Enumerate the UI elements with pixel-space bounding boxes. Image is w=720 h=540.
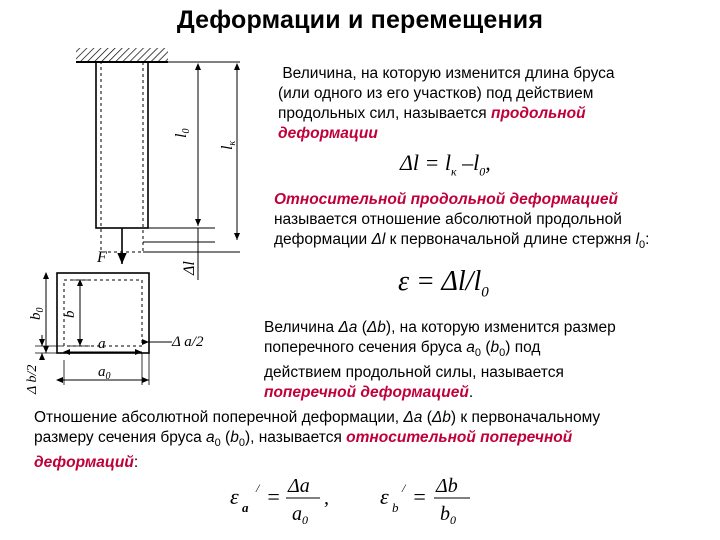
svg-text:,: , bbox=[324, 487, 329, 509]
svg-text:=: = bbox=[412, 484, 427, 509]
bar-deformed bbox=[101, 62, 143, 252]
paragraph-relative-longitudinal: Относительной продольной деформацией называется отношение абсолютной продольной деформации Δl к первоначальной длине стержня $l_0$: bbox=[274, 191, 650, 252]
label-a: a bbox=[98, 336, 106, 352]
label-lk: lк bbox=[219, 140, 238, 150]
svg-text:a: a bbox=[242, 500, 249, 515]
formula-epsilon-a bbox=[228, 470, 348, 530]
svg-text:=: = bbox=[266, 484, 281, 509]
label-b0: $b_0$ bbox=[28, 307, 46, 320]
label-db2: Δ b/2 bbox=[25, 364, 40, 394]
label-F: F bbox=[97, 249, 107, 266]
formula-delta-l: $\Delta l = l_к$ $-l_0$, bbox=[400, 150, 491, 179]
svg-text:b0: $b_0$ bbox=[440, 503, 456, 527]
svg-text:a0: $a_0$ bbox=[292, 503, 308, 527]
label-dl: Δl bbox=[181, 261, 198, 275]
svg-text:b: b bbox=[392, 500, 399, 515]
svg-text:/: / bbox=[402, 481, 406, 495]
svg-text:Δb: Δb bbox=[436, 475, 458, 497]
page-title: Деформации и перемещения bbox=[176, 6, 544, 34]
label-da2: Δ a/2 bbox=[172, 334, 204, 350]
bar-original bbox=[96, 62, 148, 228]
formula-epsilon: $\varepsilon = \Delta l/l_0$ bbox=[398, 266, 489, 301]
svg-text:ε: ε bbox=[230, 484, 239, 509]
formula-epsilon-b bbox=[378, 470, 488, 530]
label-b: b bbox=[62, 310, 78, 318]
paragraph-transverse-deformation: Величина Δa (Δb), на которую изменится размер поперечного сечения бруса $a_0$ $(b_0)$ под действием продольной силы, называется поперечной деформацией. bbox=[264, 319, 616, 402]
label-a0: $a_0$ bbox=[98, 364, 111, 382]
paragraph-relative-transverse: Отношение абсолютной поперечной деформации, Δa (Δb) к первоначальному размеру сечения бруса $a_0$ $(b_0)$, называется относительной поперечной деформаций: bbox=[34, 409, 601, 472]
svg-text:Δa: Δa bbox=[288, 475, 310, 497]
support-hatch bbox=[76, 48, 168, 62]
svg-text:ε: ε bbox=[380, 484, 389, 509]
paragraph-longitudinal-deformation: Величина, на которую изменится длина бруса (или одного из его участков) под действием продольных сил, называется продольной деформации bbox=[278, 65, 615, 142]
label-l0: l0 bbox=[173, 128, 192, 138]
svg-text:/: / bbox=[256, 481, 260, 495]
